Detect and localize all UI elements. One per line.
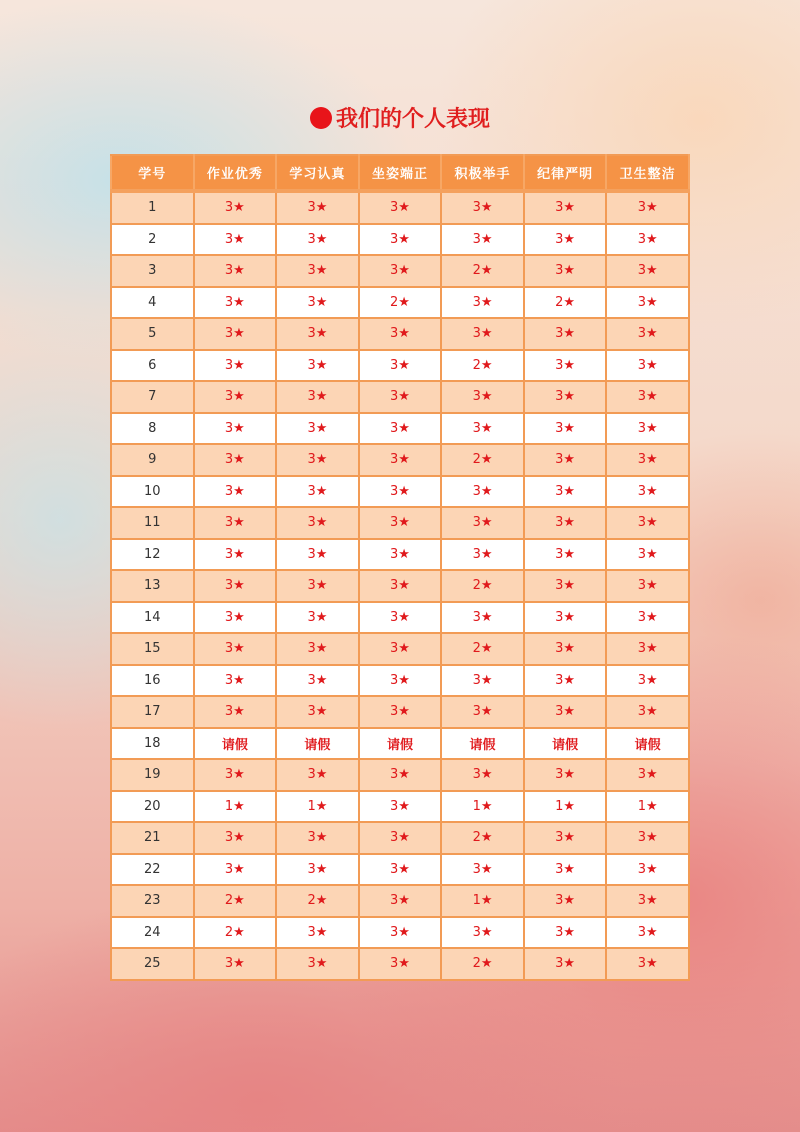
cell-posture: 3★ xyxy=(359,444,442,476)
column-header-study: 学习认真 xyxy=(276,155,359,191)
table-row xyxy=(111,381,689,413)
cell-posture: 3★ xyxy=(359,570,442,602)
cell-student-id: 2 xyxy=(111,224,194,256)
cell-hand-raising: 3★ xyxy=(441,602,524,634)
table-row xyxy=(111,759,689,791)
cell-discipline: 3★ xyxy=(524,539,607,571)
column-header-hand-raising: 积极举手 xyxy=(441,155,524,191)
cell-study: 3★ xyxy=(276,570,359,602)
column-header-homework: 作业优秀 xyxy=(194,155,277,191)
cell-hand-raising: 1★ xyxy=(441,885,524,917)
cell-hand-raising: 3★ xyxy=(441,759,524,791)
cell-student-id: 12 xyxy=(111,539,194,571)
cell-student-id: 13 xyxy=(111,570,194,602)
cell-student-id: 7 xyxy=(111,381,194,413)
cell-posture: 3★ xyxy=(359,507,442,539)
cell-homework: 3★ xyxy=(194,759,277,791)
table-row xyxy=(111,476,689,508)
cell-discipline: 3★ xyxy=(524,224,607,256)
table-row xyxy=(111,350,689,382)
cell-study: 3★ xyxy=(276,539,359,571)
cell-student-id: 11 xyxy=(111,507,194,539)
cell-hygiene: 3★ xyxy=(606,822,689,854)
table-row xyxy=(111,602,689,634)
cell-study: 2★ xyxy=(276,885,359,917)
table-row xyxy=(111,444,689,476)
cell-student-id: 6 xyxy=(111,350,194,382)
cell-discipline: 3★ xyxy=(524,885,607,917)
cell-hand-raising: 3★ xyxy=(441,287,524,319)
cell-hygiene: 3★ xyxy=(606,633,689,665)
cell-homework: 3★ xyxy=(194,287,277,319)
cell-discipline: 3★ xyxy=(524,917,607,949)
cell-discipline: 3★ xyxy=(524,191,607,224)
table-row xyxy=(111,633,689,665)
table-row xyxy=(111,791,689,823)
cell-discipline: 3★ xyxy=(524,507,607,539)
cell-hand-raising: 3★ xyxy=(441,917,524,949)
table-row xyxy=(111,255,689,287)
cell-posture: 3★ xyxy=(359,476,442,508)
cell-homework: 3★ xyxy=(194,381,277,413)
table-row xyxy=(111,570,689,602)
table-row xyxy=(111,287,689,319)
cell-discipline: 3★ xyxy=(524,444,607,476)
table-row xyxy=(111,854,689,886)
cell-homework: 3★ xyxy=(194,665,277,697)
cell-hand-raising: 1★ xyxy=(441,791,524,823)
column-header-student-id: 学号 xyxy=(111,155,194,191)
cell-posture: 3★ xyxy=(359,633,442,665)
cell-hand-raising: 2★ xyxy=(441,633,524,665)
cell-hygiene: 3★ xyxy=(606,854,689,886)
cell-homework: 3★ xyxy=(194,696,277,728)
cell-hand-raising: 2★ xyxy=(441,350,524,382)
cell-discipline: 3★ xyxy=(524,696,607,728)
cell-discipline: 3★ xyxy=(524,854,607,886)
cell-posture: 3★ xyxy=(359,350,442,382)
cell-hand-raising: 3★ xyxy=(441,696,524,728)
cell-hygiene: 3★ xyxy=(606,476,689,508)
cell-student-id: 16 xyxy=(111,665,194,697)
table-row xyxy=(111,917,689,949)
performance-table xyxy=(110,154,690,981)
cell-hygiene: 3★ xyxy=(606,570,689,602)
cell-discipline: 3★ xyxy=(524,381,607,413)
cell-hand-raising: 3★ xyxy=(441,224,524,256)
red-dot-icon xyxy=(310,107,332,129)
cell-hygiene: 3★ xyxy=(606,948,689,980)
cell-discipline: 2★ xyxy=(524,287,607,319)
cell-study: 3★ xyxy=(276,822,359,854)
cell-student-id: 15 xyxy=(111,633,194,665)
cell-posture: 3★ xyxy=(359,665,442,697)
cell-hygiene: 3★ xyxy=(606,224,689,256)
cell-hygiene: 3★ xyxy=(606,191,689,224)
table-row xyxy=(111,539,689,571)
cell-hygiene: 3★ xyxy=(606,413,689,445)
cell-homework: 3★ xyxy=(194,191,277,224)
cell-homework: 3★ xyxy=(194,255,277,287)
cell-hand-raising: 3★ xyxy=(441,318,524,350)
cell-hygiene: 3★ xyxy=(606,350,689,382)
cell-posture: 3★ xyxy=(359,318,442,350)
cell-homework: 3★ xyxy=(194,570,277,602)
cell-study: 3★ xyxy=(276,318,359,350)
cell-study: 3★ xyxy=(276,191,359,224)
cell-posture: 3★ xyxy=(359,759,442,791)
cell-posture: 3★ xyxy=(359,791,442,823)
cell-posture: 3★ xyxy=(359,885,442,917)
cell-hand-raising: 2★ xyxy=(441,255,524,287)
page-title xyxy=(0,102,800,133)
cell-discipline: 3★ xyxy=(524,476,607,508)
cell-homework: 3★ xyxy=(194,318,277,350)
cell-posture: 3★ xyxy=(359,602,442,634)
cell-homework: 请假 xyxy=(194,728,277,760)
cell-hygiene: 请假 xyxy=(606,728,689,760)
cell-student-id: 8 xyxy=(111,413,194,445)
cell-hygiene: 3★ xyxy=(606,444,689,476)
cell-hygiene: 1★ xyxy=(606,791,689,823)
table-row xyxy=(111,665,689,697)
cell-homework: 3★ xyxy=(194,224,277,256)
table-row xyxy=(111,413,689,445)
cell-hygiene: 3★ xyxy=(606,759,689,791)
cell-hygiene: 3★ xyxy=(606,885,689,917)
cell-posture: 3★ xyxy=(359,822,442,854)
cell-hygiene: 3★ xyxy=(606,318,689,350)
cell-hygiene: 3★ xyxy=(606,539,689,571)
cell-hand-raising: 3★ xyxy=(441,665,524,697)
column-header-posture: 坐姿端正 xyxy=(359,155,442,191)
cell-student-id: 24 xyxy=(111,917,194,949)
cell-homework: 3★ xyxy=(194,350,277,382)
cell-hand-raising: 3★ xyxy=(441,413,524,445)
cell-hand-raising: 3★ xyxy=(441,539,524,571)
cell-student-id: 18 xyxy=(111,728,194,760)
cell-student-id: 20 xyxy=(111,791,194,823)
cell-hand-raising: 3★ xyxy=(441,507,524,539)
cell-study: 3★ xyxy=(276,413,359,445)
cell-student-id: 19 xyxy=(111,759,194,791)
cell-student-id: 21 xyxy=(111,822,194,854)
cell-hygiene: 3★ xyxy=(606,507,689,539)
cell-hygiene: 3★ xyxy=(606,696,689,728)
cell-student-id: 25 xyxy=(111,948,194,980)
cell-posture: 3★ xyxy=(359,255,442,287)
cell-student-id: 1 xyxy=(111,191,194,224)
cell-hygiene: 3★ xyxy=(606,381,689,413)
cell-study: 3★ xyxy=(276,507,359,539)
table-row xyxy=(111,696,689,728)
cell-posture: 3★ xyxy=(359,413,442,445)
column-header-discipline: 纪律严明 xyxy=(524,155,607,191)
table-row xyxy=(111,507,689,539)
table-row xyxy=(111,885,689,917)
cell-discipline: 1★ xyxy=(524,791,607,823)
cell-homework: 3★ xyxy=(194,444,277,476)
cell-hand-raising: 2★ xyxy=(441,570,524,602)
cell-study: 3★ xyxy=(276,854,359,886)
cell-discipline: 3★ xyxy=(524,602,607,634)
table-row xyxy=(111,822,689,854)
cell-study: 3★ xyxy=(276,444,359,476)
cell-study: 3★ xyxy=(276,381,359,413)
cell-study: 3★ xyxy=(276,759,359,791)
cell-posture: 2★ xyxy=(359,287,442,319)
page-title-text: 我们的个人表现 xyxy=(335,106,490,132)
cell-hygiene: 3★ xyxy=(606,255,689,287)
cell-homework: 3★ xyxy=(194,948,277,980)
cell-hygiene: 3★ xyxy=(606,287,689,319)
cell-posture: 3★ xyxy=(359,539,442,571)
cell-discipline: 3★ xyxy=(524,665,607,697)
column-header-hygiene: 卫生整洁 xyxy=(606,155,689,191)
cell-homework: 3★ xyxy=(194,476,277,508)
cell-hand-raising: 3★ xyxy=(441,381,524,413)
cell-discipline: 3★ xyxy=(524,350,607,382)
cell-discipline: 3★ xyxy=(524,413,607,445)
cell-homework: 3★ xyxy=(194,413,277,445)
cell-discipline: 3★ xyxy=(524,633,607,665)
table-row xyxy=(111,728,689,760)
cell-hygiene: 3★ xyxy=(606,602,689,634)
cell-discipline: 3★ xyxy=(524,948,607,980)
cell-student-id: 14 xyxy=(111,602,194,634)
cell-hand-raising: 请假 xyxy=(441,728,524,760)
cell-homework: 1★ xyxy=(194,791,277,823)
cell-homework: 2★ xyxy=(194,917,277,949)
cell-study: 3★ xyxy=(276,602,359,634)
cell-homework: 2★ xyxy=(194,885,277,917)
cell-posture: 3★ xyxy=(359,854,442,886)
cell-posture: 3★ xyxy=(359,917,442,949)
cell-student-id: 3 xyxy=(111,255,194,287)
cell-discipline: 3★ xyxy=(524,255,607,287)
cell-discipline: 请假 xyxy=(524,728,607,760)
cell-study: 3★ xyxy=(276,696,359,728)
cell-homework: 3★ xyxy=(194,854,277,886)
table-header-row xyxy=(111,155,689,191)
cell-homework: 3★ xyxy=(194,539,277,571)
cell-hygiene: 3★ xyxy=(606,917,689,949)
cell-study: 3★ xyxy=(276,287,359,319)
cell-hand-raising: 3★ xyxy=(441,191,524,224)
cell-homework: 3★ xyxy=(194,507,277,539)
cell-discipline: 3★ xyxy=(524,318,607,350)
cell-study: 3★ xyxy=(276,633,359,665)
cell-student-id: 23 xyxy=(111,885,194,917)
cell-study: 3★ xyxy=(276,665,359,697)
cell-posture: 3★ xyxy=(359,224,442,256)
cell-study: 3★ xyxy=(276,224,359,256)
cell-homework: 3★ xyxy=(194,822,277,854)
cell-posture: 3★ xyxy=(359,191,442,224)
cell-study: 请假 xyxy=(276,728,359,760)
table-body xyxy=(111,191,689,980)
table-row xyxy=(111,948,689,980)
cell-study: 1★ xyxy=(276,791,359,823)
cell-posture: 3★ xyxy=(359,948,442,980)
cell-student-id: 4 xyxy=(111,287,194,319)
cell-hand-raising: 3★ xyxy=(441,476,524,508)
cell-discipline: 3★ xyxy=(524,822,607,854)
cell-discipline: 3★ xyxy=(524,570,607,602)
cell-student-id: 5 xyxy=(111,318,194,350)
cell-homework: 3★ xyxy=(194,602,277,634)
cell-hand-raising: 2★ xyxy=(441,822,524,854)
cell-student-id: 9 xyxy=(111,444,194,476)
cell-hand-raising: 3★ xyxy=(441,854,524,886)
cell-student-id: 22 xyxy=(111,854,194,886)
cell-student-id: 10 xyxy=(111,476,194,508)
table-row xyxy=(111,318,689,350)
table-row xyxy=(111,191,689,224)
cell-study: 3★ xyxy=(276,255,359,287)
cell-study: 3★ xyxy=(276,476,359,508)
cell-hand-raising: 2★ xyxy=(441,948,524,980)
cell-homework: 3★ xyxy=(194,633,277,665)
cell-posture: 请假 xyxy=(359,728,442,760)
cell-study: 3★ xyxy=(276,948,359,980)
cell-study: 3★ xyxy=(276,350,359,382)
cell-hand-raising: 2★ xyxy=(441,444,524,476)
cell-posture: 3★ xyxy=(359,696,442,728)
table-row xyxy=(111,224,689,256)
cell-student-id: 17 xyxy=(111,696,194,728)
cell-hygiene: 3★ xyxy=(606,665,689,697)
cell-study: 3★ xyxy=(276,917,359,949)
cell-posture: 3★ xyxy=(359,381,442,413)
cell-discipline: 3★ xyxy=(524,759,607,791)
